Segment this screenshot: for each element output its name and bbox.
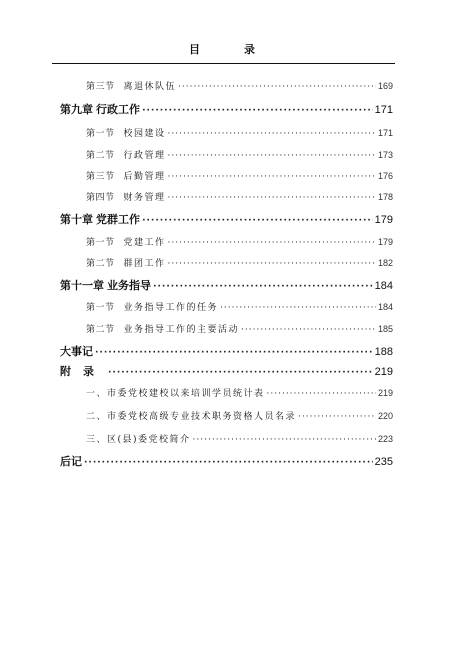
- page-number: 171: [374, 104, 393, 116]
- toc-chapter-entry[interactable]: [60, 211, 393, 227]
- page-number: 219: [374, 366, 393, 378]
- page-number: 176: [377, 171, 393, 181]
- page-number: 223: [377, 434, 393, 444]
- page-number: 188: [374, 346, 393, 358]
- page-number: 184: [374, 280, 393, 292]
- section-number: 第二节: [86, 259, 115, 269]
- toc-section-entry[interactable]: [86, 256, 393, 269]
- page-number: 220: [377, 411, 393, 421]
- dot-leader: [241, 325, 376, 335]
- dot-leader: [95, 348, 373, 358]
- page-number: 185: [377, 324, 393, 334]
- toc-appendix-entry[interactable]: [86, 386, 393, 399]
- page-number: 171: [377, 128, 393, 138]
- toc-section-entry[interactable]: [86, 235, 393, 248]
- section-title: 校园建设: [123, 129, 166, 139]
- appendix-title: 二、市委党校高级专业技术职务资格人员名录: [86, 412, 297, 422]
- page-number: 169: [377, 81, 393, 91]
- page-number: 182: [377, 258, 393, 268]
- page-number: 179: [377, 237, 393, 247]
- section-title: 离退休队伍: [123, 82, 177, 92]
- dot-leader: [220, 303, 376, 313]
- section-title: 群团工作: [123, 259, 166, 269]
- section-number: 第三节: [86, 82, 115, 92]
- dot-leader: [267, 389, 376, 399]
- section-number: 第二节: [86, 325, 115, 335]
- section-number: 第一节: [86, 238, 115, 248]
- toc-chapter-entry[interactable]: [60, 343, 393, 359]
- dot-leader: [168, 259, 376, 269]
- section-number: 第一节: [86, 129, 115, 139]
- toc-appendix-entry[interactable]: [86, 409, 393, 422]
- appendix-title: 三、区(县)委党校简介: [86, 435, 191, 445]
- chapter-title: 第十一章 业务指导: [60, 280, 152, 292]
- section-number: 第二节: [86, 151, 115, 161]
- dot-leader: [168, 172, 376, 182]
- dot-leader: [108, 368, 373, 378]
- toc-section-entry[interactable]: [86, 126, 393, 139]
- page-number: 184: [377, 302, 393, 312]
- page-number: 235: [374, 456, 393, 468]
- section-title: 业务指导工作的主要活动: [123, 325, 240, 335]
- section-number: 第三节: [86, 172, 115, 182]
- section-number: 第一节: [86, 303, 115, 313]
- section-title: 财务管理: [123, 193, 166, 203]
- page-title: 目录: [189, 43, 299, 56]
- toc-chapter-entry[interactable]: [60, 277, 393, 293]
- appendix-title: 一、市委党校建校以来培训学员统计表: [86, 389, 265, 399]
- toc-section-entry[interactable]: [86, 79, 393, 92]
- dot-leader: [142, 216, 373, 226]
- dot-leader: [84, 458, 373, 468]
- page-number: 219: [377, 388, 393, 398]
- chapter-title: 第十章 党群工作: [60, 214, 141, 226]
- dot-leader: [193, 435, 376, 445]
- dot-leader: [298, 412, 376, 422]
- dot-leader: [168, 129, 376, 139]
- dot-leader: [153, 282, 373, 292]
- chapter-title: 第九章 行政工作: [60, 104, 141, 116]
- page-number: 179: [374, 214, 393, 226]
- section-title: 行政管理: [123, 151, 166, 161]
- toc-section-entry[interactable]: [86, 322, 393, 335]
- page-number: 178: [377, 192, 393, 202]
- toc-section-entry[interactable]: [86, 148, 393, 161]
- section-title: 业务指导工作的任务: [123, 303, 219, 313]
- dot-leader: [142, 106, 373, 116]
- dot-leader: [168, 151, 376, 161]
- toc-chapter-entry[interactable]: [60, 101, 393, 117]
- toc-chapter-entry[interactable]: [60, 363, 393, 379]
- section-title: 党建工作: [123, 238, 166, 248]
- page-number: 173: [377, 150, 393, 160]
- chapter-title: 大事记: [60, 346, 93, 358]
- toc-appendix-entry[interactable]: [86, 432, 393, 445]
- chapter-title: 后记: [60, 456, 82, 468]
- toc-section-entry[interactable]: [86, 169, 393, 182]
- toc-section-entry[interactable]: [86, 190, 393, 203]
- section-number: 第四节: [86, 193, 115, 203]
- dot-leader: [168, 193, 376, 203]
- toc-chapter-entry[interactable]: [60, 453, 393, 469]
- dot-leader: [168, 238, 376, 248]
- chapter-title: 附录: [60, 366, 106, 378]
- section-title: 后勤管理: [123, 172, 166, 182]
- toc-section-entry[interactable]: [86, 300, 393, 313]
- dot-leader: [178, 82, 376, 92]
